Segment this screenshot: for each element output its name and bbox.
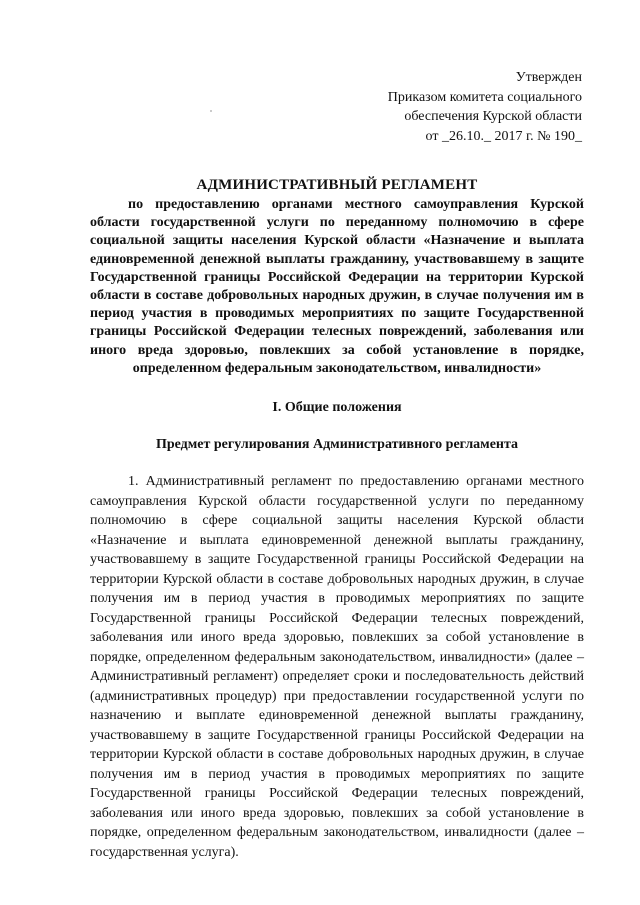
approval-line-order: Приказом комитета социального <box>387 89 582 105</box>
approval-line-approved: Утвержден <box>515 70 582 85</box>
paragraph-1: 1. Административный регламент по предоставлению органами местного самоуправления Курской области государственной услуги по переданному полномочию в сфере социальной защиты населения Курской области «Назначение и выплата единовременной денежной выплаты гражданину, участвовавшему в защите Государственной границы Российской Федерации на территории Курской области в составе добровольных народных дружин, в случае получения им в период участия в проводимых мероприятиях по защите Государственной границы Российской Федерации телесных повреждений, заболевания или иного вреда здоровью, повлекших за собой установление в порядке, определенном федеральным законодательством, инвалидности» (далее – Административный регламент) определяет сроки и последовательность действий (административных процедур) при предоставлении государственной услуги по назначению и выплате единовременной денежной выплаты гражданину, участвовавшему в защите Государственной границы Российской Федерации на территории Курской области в составе добровольных народных дружин, в случае получения им в период участия в проводимых мероприятиях по защите Государственной границы Российской Федерации телесных повреждений, заболевания или иного вреда здоровью, повлекших за собой установление в порядке, определенном федеральным законодательством, инвалидности (далее – государственная услуга). <box>90 474 584 860</box>
approval-block <box>322 68 582 146</box>
approval-line-committee: обеспечения Курской области <box>404 109 582 124</box>
document-subtitle: по предоставлению органами местного самоуправления Курской области государственной услуги по переданному полномочию в сфере социальной защиты населения Курской области «Назначение и выплата единовременной денежной выплаты гражданину, участвовавшему в защите Государственной границы Российской Федерации на территории Курской области в составе добровольных народных дружин, в случае получения им в период участия в проводимых мероприятиях по защите Государственной границы Российской Федерации телесных повреждений, заболевания или иного вреда здоровью, повлекших за собой установление в порядке, определенном федеральным законодательством, инвалидности» <box>90 197 584 376</box>
sub-heading: Предмет регулирования Административного регламента <box>155 437 519 452</box>
section-heading: I. Общие положения <box>272 400 402 415</box>
approval-line-date-number: от _26.10._ 2017 г. № 190_ <box>425 128 582 144</box>
scan-speck <box>210 110 212 112</box>
document-title: АДМИНИСТРАТИВНЫЙ РЕГЛАМЕНТ <box>196 177 478 193</box>
